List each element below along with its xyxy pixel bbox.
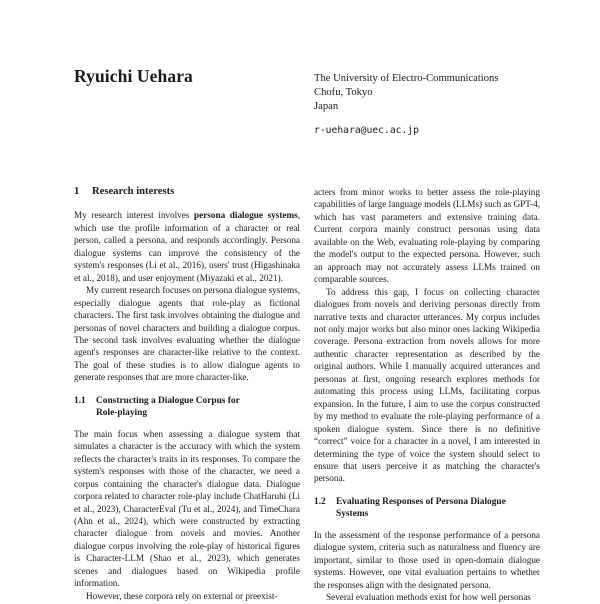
subsection-title-line: Role-playing (96, 407, 148, 418)
affiliation-line: The University of Electro-Communications (314, 73, 499, 84)
paragraph: The main focus when assessing a dialogue system that simulates a character is the accuracy with which the system reflects the character's traits in its responses. To compare the system's responses with those of the character, we need a corpus containing the character's dialogue data. Dialogue corpora related to character role-play include ChatHaruhi (Li et al., 2023), CharacterEval (Tu et al., 2024), and TimeChara (Ahn et al., 2024), which were constructed by extracting character dialogue from novels and movies. Another dialogue corpus involving the role-play of historical figures is Character-LLM (Shao et al., 2023), which generates scenes and dialogues based on Wikipedia profile information. (74, 428, 300, 589)
left-column (74, 186, 300, 602)
subsection-title-line: Systems (336, 508, 369, 519)
subsection-number: 1.1 (74, 395, 86, 406)
paragraph: My current research focuses on persona dialogue systems, especially dialogue agents that role-play as fictional characters. The first task involves obtaining the dialogue and personas of novel characters and building a dialogue corpus. The second task involves evaluating whether the dialogue agent's responses are character-like relative to the context. The goal of these studies is to allow dialogue agents to generate responses that are more character-like. (74, 285, 300, 383)
emphasis-text: persona dialogue systems (194, 210, 298, 221)
affiliation-line: Chofu, Tokyo (314, 87, 373, 98)
text-run: My research interest involves (74, 210, 195, 221)
affiliation-line: Japan (314, 101, 339, 112)
paragraph: acters from minor works to better assess the role-playing capabilities of large language models (LLMs) such as GPT-4, which has vast parameters and extensive training data. Current corpora mainly construct personas using data available on the Web, evaluating role-playing by comparing the model's output to the expected persona. However, such an approach may not accurately assess LLMs trained on comparable sources. (314, 187, 540, 285)
subsection-title (336, 496, 506, 520)
paragraph (74, 209, 300, 284)
section-title: Research interests (92, 186, 175, 197)
affiliation-block (314, 72, 498, 138)
paragraph: Several evaluation methods exist for how well personas (326, 592, 531, 603)
section-number: 1 (74, 186, 80, 197)
author-name: Ryuichi Uehara (74, 66, 193, 86)
subsection-number: 1.2 (314, 496, 326, 507)
email-address: r-uehara@uec.ac.jp (314, 125, 419, 136)
text-run: , which use the profile information of a character or real person, called a persona, and responds accordingly. Persona dialogue systems can improve the consistency of the system's responses (Li et al., 2016), users' trust (Higashinaka et al., 2018), and user enjoyment (Miyazaki et al., 2021). (74, 210, 300, 283)
subsection-title-line: Constructing a Dialogue Corpus for (96, 395, 240, 406)
paragraph: However, these corpora rely on external or preexist- (86, 590, 278, 601)
subsection-title (96, 395, 240, 419)
section-heading (74, 186, 300, 198)
subsection-heading (74, 395, 300, 419)
paragraph: In the assessment of the response performance of a persona dialogue system, criteria such as naturalness and fluency are important, similar to those used in open-domain dialogue systems. However, one vital evaluation pertains to whether the responses align with the designated persona. (314, 529, 540, 590)
right-column (314, 186, 540, 604)
subsection-heading (314, 496, 540, 520)
subsection-title-line: Evaluating Responses of Persona Dialogue (336, 496, 506, 507)
paragraph: To address this gap, I focus on collecting character dialogues from novels and deriving personas directly from narrative texts and character utterances. My corpus includes not only major works but also minor ones lacking Wikipedia coverage. Persona extraction from novels allows for more authentic character representation as described by the original authors. While I manually acquired utterances and personas at first, ongoing research explores methods for automating this process using LLMs, facilitating corpus expansion. In the future, I aim to use the corpus constructed by my method to evaluate the role-playing performance of a spoken dialogue system. Since there is no definitive “correct” voice for a character in a novel, I am interested in determining the type of voice the system should select to ensure that users perceive it as matching the character's persona. (314, 286, 540, 484)
